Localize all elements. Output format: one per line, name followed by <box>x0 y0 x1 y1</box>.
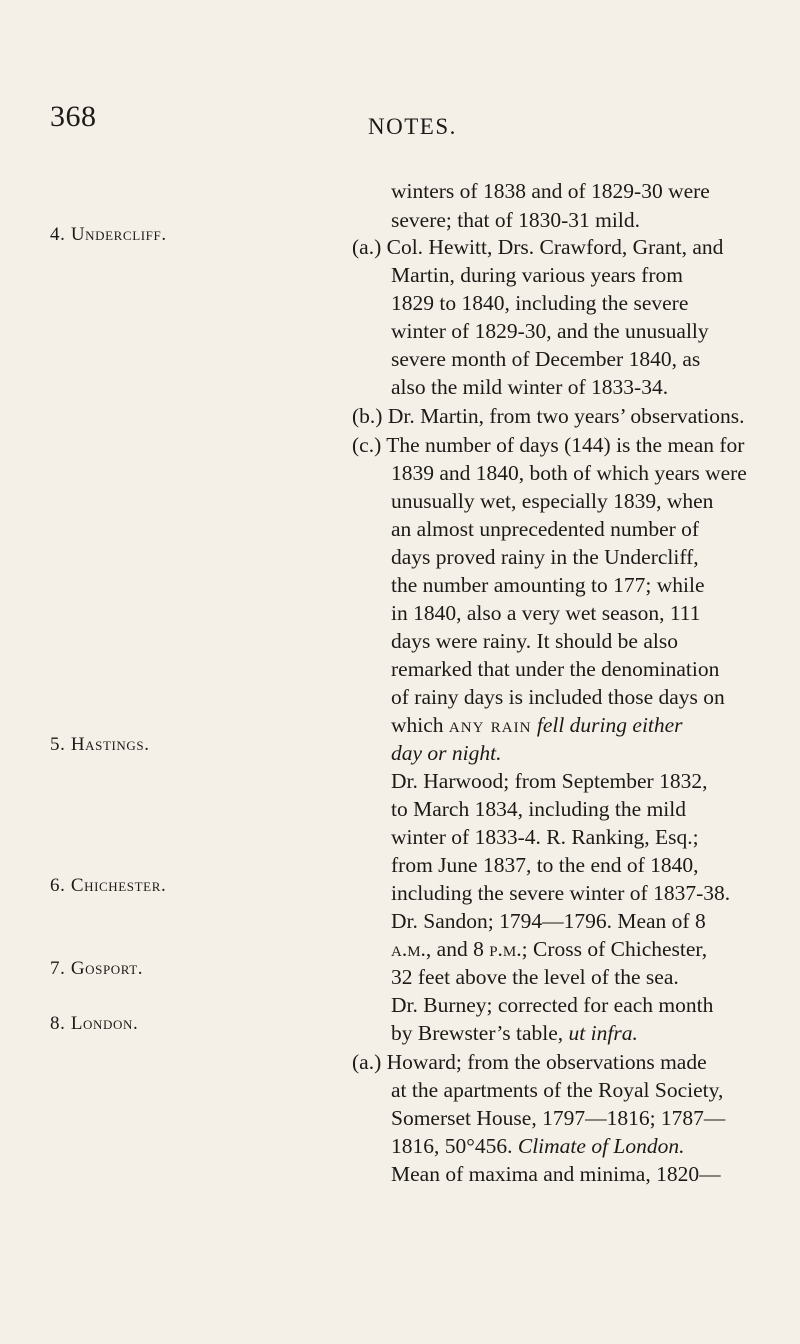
text-line: 32 feet above the level of the sea. <box>391 965 679 989</box>
text-line: winters of 1838 and of 1829-30 were <box>391 179 710 203</box>
text-line: 1816, 50°456. Climate of London. <box>391 1134 685 1158</box>
text-line: to March 1834, including the mild <box>391 797 686 821</box>
text-line: Mean of maxima and minima, 1820— <box>391 1162 721 1186</box>
text-line: winter of 1833-4. R. Ranking, Esq.; <box>391 825 699 849</box>
text-line: including the severe winter of 1837-38. <box>391 881 731 905</box>
text-line: in 1840, also a very wet season, 111 <box>391 601 701 625</box>
side-label-undercliff: 4. Undercliff. <box>50 224 167 245</box>
text-line: which any rain fell during either <box>391 713 683 737</box>
text-line: Somerset House, 1797—1816; 1787— <box>391 1106 726 1130</box>
text-line: also the mild winter of 1833-34. <box>391 375 669 399</box>
text-line: Dr. Burney; corrected for each month <box>391 993 714 1017</box>
text-line: by Brewster’s table, ut infra. <box>391 1021 638 1045</box>
text-line: from June 1837, to the end of 1840, <box>391 853 699 877</box>
text-line: remarked that under the denomination <box>391 657 720 681</box>
text-line: 1829 to 1840, including the severe <box>391 291 689 315</box>
side-label-hastings: 5. Hastings. <box>50 734 150 755</box>
running-head: NOTES. <box>368 114 457 139</box>
text-line: (a.) Col. Hewitt, Drs. Crawford, Grant, and <box>352 235 724 259</box>
text-line: a.m., and 8 p.m.; Cross of Chichester, <box>391 937 708 961</box>
text-line: of rainy days is included those days on <box>391 685 725 709</box>
text-line: the number amounting to 177; while <box>391 573 705 597</box>
text-line: Dr. Harwood; from September 1832, <box>391 769 708 793</box>
side-label-chichester: 6. Chichester. <box>50 875 167 896</box>
side-label-gosport: 7. Gosport. <box>50 958 144 979</box>
text-line: 1839 and 1840, both of which years were <box>391 461 747 485</box>
text-line: days proved rainy in the Undercliff, <box>391 545 699 569</box>
text-line: unusually wet, especially 1839, when <box>391 489 714 513</box>
text-line: severe month of December 1840, as <box>391 347 701 371</box>
text-line: at the apartments of the Royal Society, <box>391 1078 724 1102</box>
text-line: severe; that of 1830-31 mild. <box>391 208 640 232</box>
text-line: Dr. Sandon; 1794—1796. Mean of 8 <box>391 909 706 933</box>
text-line: (a.) Howard; from the observations made <box>352 1050 707 1074</box>
text-line: (c.) The number of days (144) is the mean for <box>352 433 745 457</box>
text-line: day or night. <box>391 741 502 765</box>
text-line: an almost unprecedented number of <box>391 517 700 541</box>
text-line: (b.) Dr. Martin, from two years’ observations. <box>352 404 745 428</box>
page-number: 368 <box>50 100 97 133</box>
side-label-london: 8. London. <box>50 1013 139 1034</box>
text-line: Martin, during various years from <box>391 263 683 287</box>
text-line: days were rainy. It should be also <box>391 629 678 653</box>
text-line: winter of 1829-30, and the unusually <box>391 319 709 343</box>
